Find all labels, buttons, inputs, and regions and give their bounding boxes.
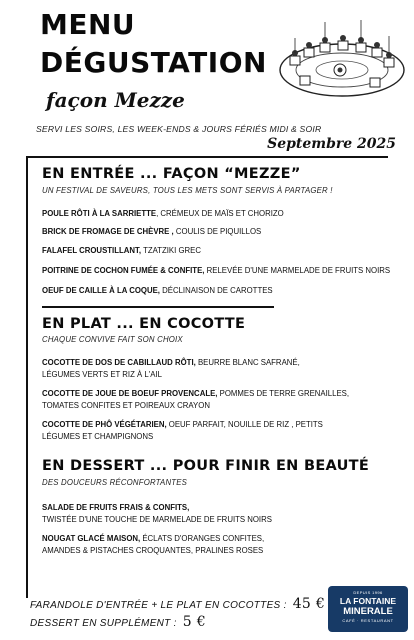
logo-line-3: CAFÉ · RESTAURANT	[342, 618, 394, 623]
dessert-item	[42, 533, 402, 557]
logo-since: DEPUIS 1996	[353, 590, 383, 595]
plat-item	[42, 357, 402, 381]
logo-line-2: MINERALE	[343, 606, 393, 617]
entree-item	[42, 265, 402, 277]
item-desc: TZATZIKI GREC	[141, 246, 201, 255]
plat-item	[42, 388, 402, 412]
item-name: COCOTTE DE PHÔ VÉGÉTARIEN,	[42, 420, 167, 429]
item-desc-line2: LÉGUMES VERTS ET RIZ À L'AIL	[42, 370, 162, 379]
item-name: SALADE DE FRUITS FRAIS & CONFITS,	[42, 503, 190, 512]
item-desc: POMMES DE TERRE GRENAILLES,	[217, 389, 350, 398]
item-name: OEUF DE CAILLE À LA COQUE,	[42, 286, 160, 295]
item-name: COCOTTE DE JOUE DE BOEUF PROVENCALE,	[42, 389, 218, 398]
price-line-menu	[30, 596, 325, 612]
plat-item	[42, 419, 402, 443]
item-desc-line2: AMANDES & PISTACHES CROQUANTES, PRALINES ROSES	[42, 546, 264, 555]
entree-item	[42, 208, 402, 220]
item-desc: COULIS DE PIQUILLOS	[173, 227, 262, 236]
price-line-dessert	[30, 614, 206, 630]
price-label: DESSERT EN SUPPLÉMENT :	[30, 618, 177, 629]
service-hours: SERVI LES SOIRS, LES WEEK-ENDS & JOURS FÉRIÉS MIDI & SOIR	[36, 124, 322, 134]
entree-item	[42, 226, 402, 238]
entree-title: EN ENTRÉE ... FAÇON “MEZZE”	[42, 166, 301, 182]
subtitle-script: façon Mezze	[46, 88, 185, 112]
restaurant-logo	[328, 586, 408, 632]
price-label: FARANDOLE D'ENTRÉE + LE PLAT EN COCOTTES :	[30, 600, 287, 611]
item-desc-line2: TWISTÉE D'UNE TOUCHE DE MARMELADE DE FRUITS NOIRS	[42, 515, 272, 524]
item-name: POITRINE DE COCHON FUMÉE & CONFITE,	[42, 266, 205, 275]
item-desc: BEURRE BLANC SAFRANÉ,	[195, 358, 300, 367]
header-divider	[26, 156, 388, 158]
dessert-title: EN DESSERT ... POUR FINIR EN BEAUTÉ	[42, 458, 370, 474]
left-border	[26, 158, 28, 598]
item-desc-line2: LÉGUMES ET CHAMPIGNONS	[42, 432, 154, 441]
item-desc: DÉCLINAISON DE CAROTTES	[159, 286, 273, 295]
entree-item	[42, 285, 402, 297]
item-name: FALAFEL CROUSTILLANT,	[42, 246, 142, 255]
item-name: POULE RÔTI À LA SARRIETTE	[42, 209, 157, 218]
item-desc-line2: TOMATES CONFITES ET POIREAUX CRAYON	[42, 401, 210, 410]
item-desc: ÉCLATS D'ORANGES CONFITES,	[140, 534, 265, 543]
price-value: 5 €	[182, 614, 206, 630]
price-value: 45 €	[292, 596, 326, 612]
dessert-subtitle: DES DOUCEURS RÉCONFORTANTES	[42, 478, 188, 487]
title-line-2: DÉGUSTATION	[40, 46, 267, 79]
item-desc: OEUF PARFAIT, NOUILLE DE RIZ , PETITS	[166, 420, 323, 429]
header	[0, 0, 414, 156]
section-divider	[42, 306, 274, 308]
logo-line-1: LA FONTAINE	[339, 596, 397, 606]
item-desc: , CRÉMEUX DE MAÏS ET CHORIZO	[156, 209, 284, 218]
item-desc: RELEVÉE D'UNE MARMELADE DE FRUITS NOIRS	[204, 266, 391, 275]
mezze-platter-illustration	[270, 8, 410, 108]
plat-subtitle: CHAQUE CONVIVE FAIT SON CHOIX	[42, 335, 183, 344]
entree-item	[42, 245, 402, 257]
dessert-item	[42, 502, 402, 526]
title-line-1: MENU	[40, 8, 136, 41]
entree-subtitle: UN FESTIVAL DE SAVEURS, TOUS LES METS SONT SERVIS À PARTAGER !	[42, 186, 333, 195]
item-name: NOUGAT GLACÉ MAISON,	[42, 534, 141, 543]
item-name: COCOTTE DE DOS DE CABILLAUD RÔTI,	[42, 358, 196, 367]
item-name: BRICK DE FROMAGE DE CHÈVRE ,	[42, 227, 174, 236]
plat-title: EN PLAT ... EN COCOTTE	[42, 316, 246, 332]
menu-date: Septembre 2025	[267, 136, 396, 152]
